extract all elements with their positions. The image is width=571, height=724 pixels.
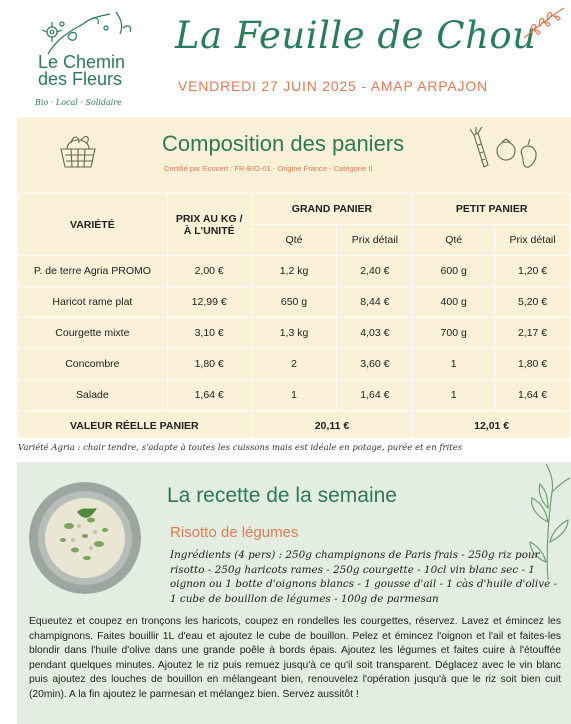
header-grand-qte: Qté	[251, 225, 337, 256]
logo-line1: Le Chemin	[38, 52, 126, 72]
table-row	[18, 380, 571, 411]
recipe-ingredients: Ingrédients (4 pers) : 250g champignons de Paris frais - 250g riz pour risotto - 250g haricots rames - 250g courgette - 10cl vin blanc sec - 1 oignon ou 1 botte d'oignons blancs - 1 gousse d'ail - 1 càs d'huile d'olive - 1 cube de bouillon de légumes - 100g de parmesan	[170, 549, 558, 605]
cell-grand-prix: 8,44 €	[337, 287, 413, 318]
certification-text: Certifié par Ecocert : FR-BIO-01 - Origine France - Catégorie II	[164, 164, 373, 173]
cell-grand-prix: 1,64 €	[337, 380, 413, 411]
cell-grand-prix: 3,60 €	[337, 349, 413, 380]
header-petit-qte: Qté	[413, 225, 495, 256]
table-row	[18, 256, 571, 287]
cell-petit-prix: 2,17 €	[495, 318, 571, 349]
header-grand-panier: GRAND PANIER	[251, 194, 413, 225]
cell-petit-qte: 700 g	[413, 318, 495, 349]
cell-prix: 1,80 €	[167, 349, 251, 380]
logo-line2: des Fleurs	[38, 69, 123, 89]
cell-petit-qte: 1	[413, 380, 495, 411]
cell-variete: Haricot rame plat	[18, 287, 168, 318]
logo-text	[38, 54, 125, 88]
cell-grand-qte: 1	[251, 380, 337, 411]
recipe-name: Risotto de légumes	[170, 524, 299, 541]
cell-variete: Concombre	[18, 349, 168, 380]
header-variete: VARIÉTÉ	[18, 194, 168, 256]
cell-petit-prix: 1,80 €	[495, 349, 571, 380]
cell-grand-qte: 2	[251, 349, 337, 380]
cell-prix: 3,10 €	[167, 318, 251, 349]
cell-grand-qte: 1,2 kg	[251, 256, 337, 287]
recipe-steps: Equeutez et coupez en tronçons les haricots, coupez en rondelles les courgettes, réservez. Lavez et émincez les champignons. Faites bouillir 1L d'eau et ajoutez le cube de bouillon. Pelez et émincez l'oignon et l'ail et faites-les blondir dans l'huile d'olive dans une grande poêle à bords épais. Ajoutez les légumes et faites cuire à l'étouffée pendant quelques minutes. Ajoutez le riz puis remuez jusqu'à ce qu'il soit transparent. Déglacez avec le vin blanc puis ajoutez des louches de bouillon en mélangeant bien, renouvelez l'opération jusqu'à que le riz soit bien cuit (20min). A la fin ajoutez le parmesan et mélangez bien. Servez aussitôt !	[29, 616, 561, 700]
vegetables-icon	[470, 127, 548, 177]
basket-icon	[57, 129, 99, 171]
table-row	[18, 349, 571, 380]
header-prix-kg-line2: À L'UNITÉ	[183, 224, 235, 237]
composition-title: Composition des paniers	[162, 131, 405, 156]
cell-grand-prix: 2,40 €	[337, 256, 413, 287]
total-petit: 12,01 €	[413, 411, 571, 442]
table-row	[18, 287, 571, 318]
total-row	[18, 411, 571, 442]
cell-variete: P. de terre Agria PROMO	[18, 256, 168, 287]
cell-petit-qte: 600 g	[413, 256, 495, 287]
page-subtitle: VENDREDI 27 JUIN 2025 - AMAP ARPAJON	[178, 78, 488, 94]
cell-petit-qte: 1	[413, 349, 495, 380]
total-grand: 20,11 €	[251, 411, 413, 442]
branch-icon	[520, 4, 568, 40]
header-grand-prix: Prix détail	[337, 225, 413, 256]
composition-panel	[17, 117, 571, 438]
logo	[28, 10, 148, 108]
cell-petit-prix: 1,20 €	[495, 256, 571, 287]
cell-grand-prix: 4,03 €	[337, 318, 413, 349]
composition-table	[17, 193, 571, 442]
cell-prix: 2,00 €	[167, 256, 251, 287]
header-petit-panier: PETIT PANIER	[413, 194, 571, 225]
cell-grand-qte: 650 g	[251, 287, 337, 318]
total-label: VALEUR RÉELLE PANIER	[18, 411, 252, 442]
table-row	[18, 318, 571, 349]
cell-grand-qte: 1,3 kg	[251, 318, 337, 349]
cell-petit-prix: 5,20 €	[495, 287, 571, 318]
recipe-panel	[17, 462, 571, 724]
cell-variete: Courgette mixte	[18, 318, 168, 349]
header-prix-kg-line1: PRIX AU KG /	[175, 212, 243, 225]
page-title: La Feuille de Chou	[175, 14, 537, 57]
cell-petit-qte: 400 g	[413, 287, 495, 318]
cell-prix: 1,64 €	[167, 380, 251, 411]
cell-variete: Salade	[18, 380, 168, 411]
cell-prix: 12,99 €	[167, 287, 251, 318]
header-prix-kg	[167, 194, 251, 256]
logo-tagline: Bio · Local · Solidaire	[35, 98, 122, 107]
recipe-section-title: La recette de la semaine	[167, 484, 397, 507]
risotto-dish-image	[29, 482, 141, 594]
cell-petit-prix: 1,64 €	[495, 380, 571, 411]
header-petit-prix: Prix détail	[495, 225, 571, 256]
variety-note: Variété Agria : chair tendre, s'adapte à toutes les cuissons mais est idéale en potage, purée et en frites	[18, 443, 463, 453]
